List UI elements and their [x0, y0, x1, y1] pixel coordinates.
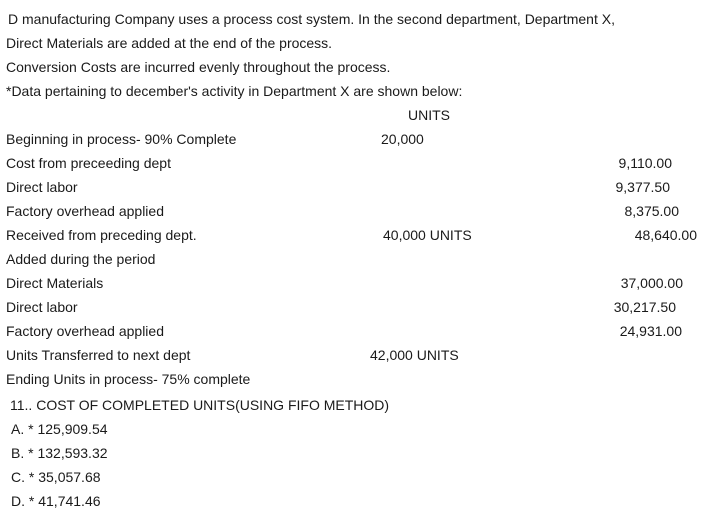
cost-prev-dept-label: Cost from preceeding dept: [6, 155, 171, 171]
intro-line-4: *Data pertaining to december's activity in Department X are shown below:: [6, 83, 463, 99]
intro-line-2: Direct Materials are added at the end of the process.: [6, 35, 333, 51]
foh-1-label: Factory overhead applied: [6, 203, 164, 219]
choice-d[interactable]: D. * 41,741.46: [11, 493, 101, 509]
received-units: 40,000 UNITS: [383, 227, 472, 243]
beginning-wip-label: Beginning in process- 90% Complete: [6, 131, 237, 147]
cost-prev-dept-amount: 9,110.00: [618, 155, 672, 171]
received-label: Received from preceding dept.: [6, 227, 197, 243]
choice-a[interactable]: A. * 125,909.54: [11, 421, 108, 437]
direct-labor-2-label: Direct labor: [6, 299, 78, 315]
beginning-wip-units: 20,000: [381, 131, 424, 147]
received-amount: 48,640.00: [634, 227, 697, 243]
direct-labor-1-amount: 9,377.50: [615, 179, 670, 195]
added-label: Added during the period: [6, 251, 156, 267]
units-header: UNITS: [408, 107, 450, 123]
transferred-label: Units Transferred to next dept: [6, 347, 191, 363]
ending-wip-label: Ending Units in process- 75% complete: [6, 371, 251, 387]
question-text: 11.. COST OF COMPLETED UNITS(USING FIFO METHOD): [10, 397, 390, 413]
intro-line-1: D manufacturing Company uses a process cost system. In the second department, Department X,: [8, 11, 615, 27]
direct-materials-label: Direct Materials: [6, 275, 104, 291]
direct-materials-amount: 37,000.00: [620, 275, 683, 291]
foh-1-amount: 8,375.00: [624, 203, 679, 219]
foh-2-label: Factory overhead applied: [6, 323, 164, 339]
foh-2-amount: 24,931.00: [619, 323, 682, 339]
choice-c[interactable]: C. * 35,057.68: [11, 469, 101, 485]
transferred-units: 42,000 UNITS: [370, 347, 459, 363]
choice-b[interactable]: B. * 132,593.32: [11, 445, 108, 461]
intro-line-3: Conversion Costs are incurred evenly throughout the process.: [6, 59, 391, 75]
direct-labor-2-amount: 30,217.50: [613, 299, 676, 315]
direct-labor-1-label: Direct labor: [6, 179, 78, 195]
